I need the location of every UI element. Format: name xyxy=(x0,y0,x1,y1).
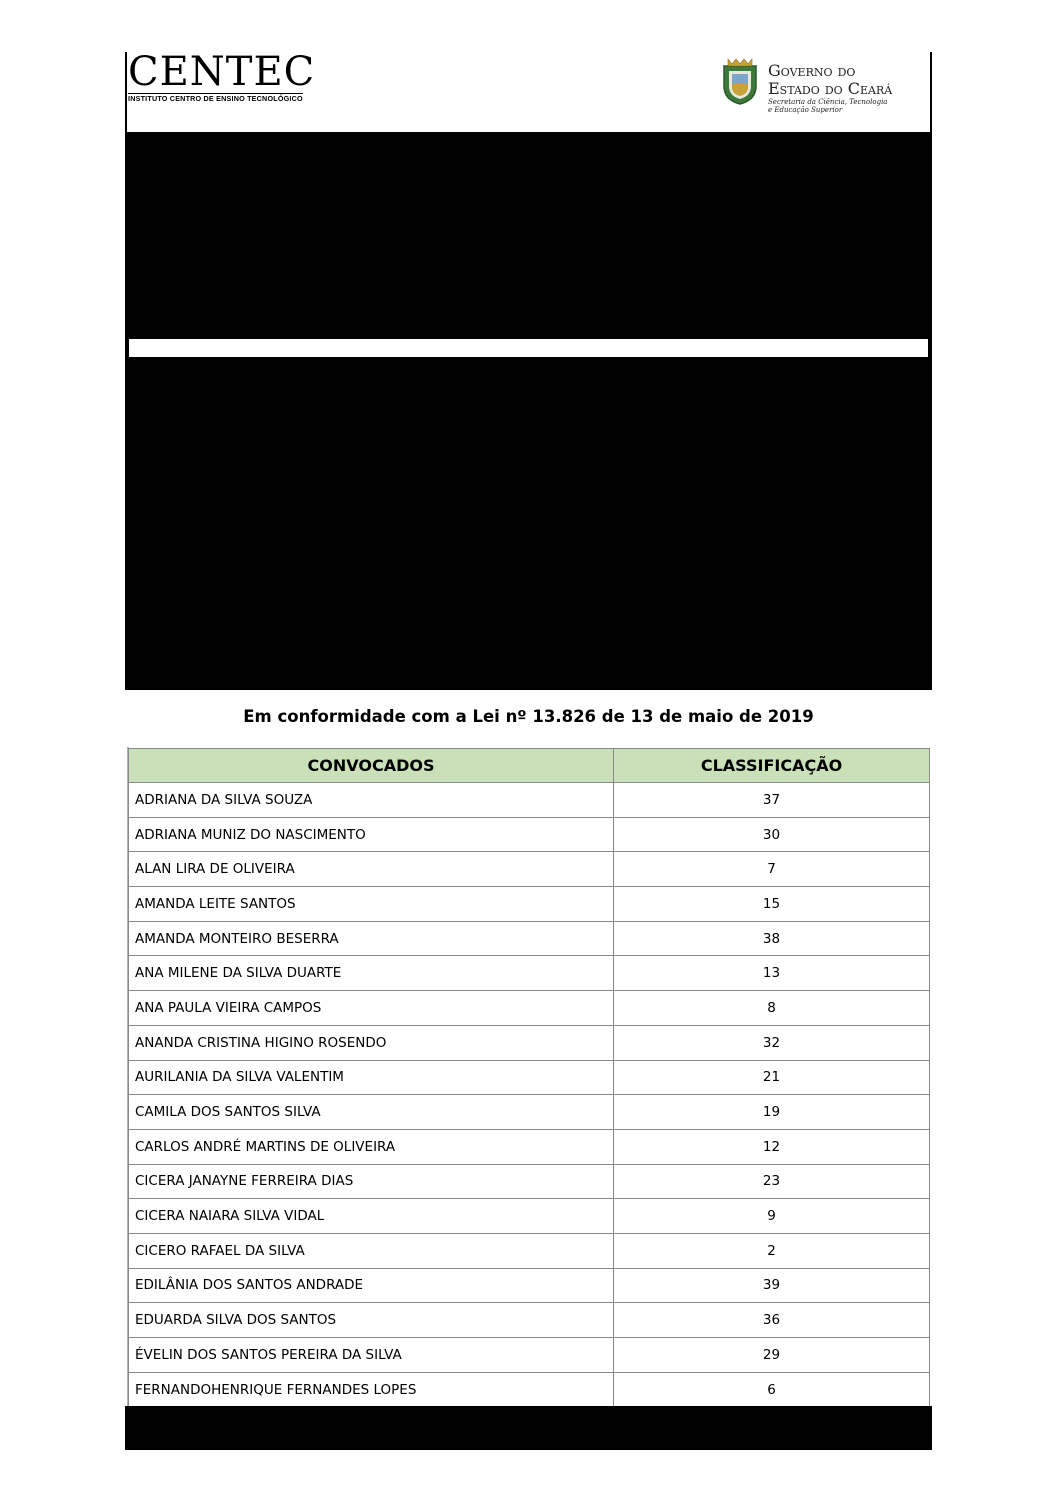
cell-classification: 32 xyxy=(614,1025,930,1060)
cell-classification: 6 xyxy=(614,1372,930,1407)
table-row xyxy=(129,1233,930,1268)
cell-classification: 21 xyxy=(614,1060,930,1095)
cell-name: CICERO RAFAEL DA SILVA xyxy=(129,1233,614,1268)
cell-name: ANA MILENE DA SILVA DUARTE xyxy=(129,956,614,991)
government-logo-line1: Governo do xyxy=(768,61,856,80)
centec-logo-subtitle: INSTITUTO CENTRO DE ENSINO TECNOLÓGICO xyxy=(128,94,303,103)
cell-classification: 7 xyxy=(614,852,930,887)
table-row xyxy=(129,956,930,991)
redacted-block-bottom xyxy=(125,1406,932,1450)
cell-name: CICERA JANAYNE FERREIRA DIAS xyxy=(129,1164,614,1199)
cell-classification: 12 xyxy=(614,1129,930,1164)
cell-classification: 13 xyxy=(614,956,930,991)
government-logo-sub2: e Educação Superior xyxy=(768,106,843,114)
table-row xyxy=(129,1025,930,1060)
table-row xyxy=(129,887,930,922)
table-row xyxy=(129,1095,930,1130)
cell-classification: 15 xyxy=(614,887,930,922)
table-body xyxy=(129,783,930,1407)
cell-name: ALAN LIRA DE OLIVEIRA xyxy=(129,852,614,887)
redacted-block-middle xyxy=(125,357,932,690)
centec-logo xyxy=(128,49,340,103)
government-logo-sub1: Secretaria da Ciência, Tecnologia xyxy=(768,98,888,106)
table-row xyxy=(129,817,930,852)
centec-logo-word: CENTEC xyxy=(128,49,316,95)
cell-name: AMANDA MONTEIRO BESERRA xyxy=(129,921,614,956)
government-logo-line2: Estado do Ceará xyxy=(768,79,893,98)
table-row xyxy=(129,991,930,1026)
cell-name: ADRIANA DA SILVA SOUZA xyxy=(129,783,614,818)
redacted-edge-left xyxy=(125,339,129,357)
cell-classification: 9 xyxy=(614,1199,930,1234)
cell-classification: 37 xyxy=(614,783,930,818)
cell-classification: 29 xyxy=(614,1338,930,1373)
state-seal-icon xyxy=(720,56,760,106)
law-title: Em conformidade com a Lei nº 13.826 de 13 de maio de 2019 xyxy=(243,707,814,726)
cell-name: AMANDA LEITE SANTOS xyxy=(129,887,614,922)
cell-name: CARLOS ANDRÉ MARTINS DE OLIVEIRA xyxy=(129,1129,614,1164)
cell-classification: 36 xyxy=(614,1303,930,1338)
cell-classification: 23 xyxy=(614,1164,930,1199)
table-row xyxy=(129,1164,930,1199)
frame-border-left xyxy=(125,52,127,132)
frame-border-right xyxy=(930,52,932,132)
table-row xyxy=(129,1199,930,1234)
column-header-classificacao: CLASSIFICAÇÃO xyxy=(614,749,930,783)
convocados-table xyxy=(128,748,930,1407)
cell-name: AURILANIA DA SILVA VALENTIM xyxy=(129,1060,614,1095)
cell-classification: 19 xyxy=(614,1095,930,1130)
table-row xyxy=(129,852,930,887)
cell-name: EDILÂNIA DOS SANTOS ANDRADE xyxy=(129,1268,614,1303)
cell-classification: 38 xyxy=(614,921,930,956)
table-row xyxy=(129,1060,930,1095)
cell-classification: 8 xyxy=(614,991,930,1026)
table-row xyxy=(129,1338,930,1373)
column-header-convocados: CONVOCADOS xyxy=(129,749,614,783)
cell-classification: 30 xyxy=(614,817,930,852)
table-row xyxy=(129,1303,930,1338)
cell-name: CAMILA DOS SANTOS SILVA xyxy=(129,1095,614,1130)
cell-classification: 2 xyxy=(614,1233,930,1268)
government-logo xyxy=(720,56,925,118)
table-row xyxy=(129,1372,930,1407)
table-row xyxy=(129,1268,930,1303)
cell-classification: 39 xyxy=(614,1268,930,1303)
cell-name: EDUARDA SILVA DOS SANTOS xyxy=(129,1303,614,1338)
redacted-block-top xyxy=(125,132,932,339)
table-row xyxy=(129,921,930,956)
cell-name: ADRIANA MUNIZ DO NASCIMENTO xyxy=(129,817,614,852)
cell-name: FERNANDOHENRIQUE FERNANDES LOPES xyxy=(129,1372,614,1407)
cell-name: ANA PAULA VIEIRA CAMPOS xyxy=(129,991,614,1026)
cell-name: ÉVELIN DOS SANTOS PEREIRA DA SILVA xyxy=(129,1338,614,1373)
table-row xyxy=(129,783,930,818)
table-header-row xyxy=(129,749,930,783)
table-row xyxy=(129,1129,930,1164)
cell-name: ANANDA CRISTINA HIGINO ROSENDO xyxy=(129,1025,614,1060)
redacted-edge-right xyxy=(928,339,932,357)
cell-name: CICERA NAIARA SILVA VIDAL xyxy=(129,1199,614,1234)
